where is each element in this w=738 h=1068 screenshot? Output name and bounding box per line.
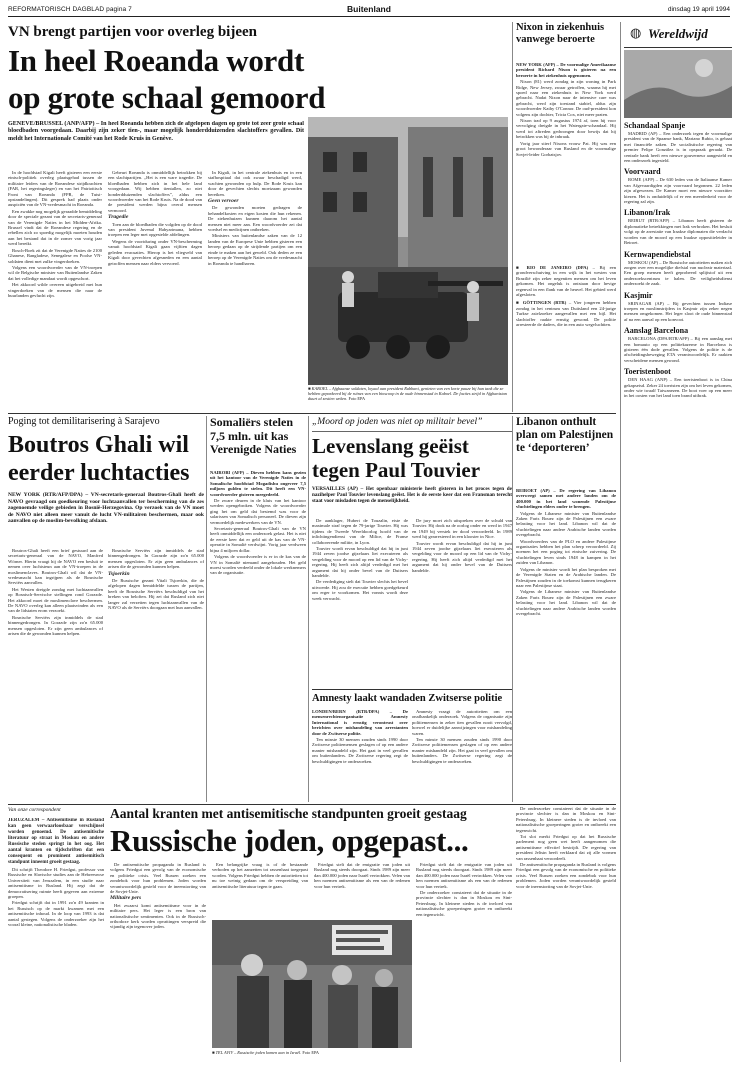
bosnia-kicker: Poging tot demilitarisering à Sarajevo [8, 416, 160, 427]
divider [312, 689, 512, 690]
globe-icon: ◍ [630, 25, 642, 40]
photo-credit: Foto EPA [348, 396, 366, 401]
wereld-item: Libanon/Irak BEIRUT (RTR/AFP) – Libanon heeft gisteren de diplomatieke betrekkingen met Irak verbroken. Het besluit volgt op de arrestatie van Iraakse diplomaten die verdacht worden van de moord op een Iraakse oppositieleider in Beiroet. [624, 208, 732, 246]
amnesty-headline: Amnesty laakt wandaden Zwitserse politie [312, 693, 503, 704]
kabul-photo [308, 117, 508, 385]
bosnia-col2: Bosnische Serviërs zijn inmiddels de stad binnengedrongen. In Gorazde zijn zo'n 65.000 mensen opgesloten. Er zijn geen ambulances of artsen die de gewonden kunnen helpen. Tsjoerkin De Russische gezant Vitali Tsjoerkin, die de afgelopen dagen bemiddelde tussen de partijen, heeft de Bosnische Serviërs beschuldigd van het breken van beloften. Hij zei dat Rusland zich niet langer zal verzetten tegen luchtaanvallen van de NAVO als de Serviërs doorgaan met hun aanvallen. [108, 548, 204, 611]
russia-col1: JERUZALEM – Antisemitisme in Rusland kan geen verwaarloosbaar verschijnsel worden genoemd. De antisemitische literatuur op straat in Moskou en andere Russische steden springt in het oog. Het aantal kranten en tijdschriften dat een consequent en prominent antisemitisch standpunt inneemt groeit gestaag. Dit schrijft Theodore H. Friedgut, professor van Russische en Slavische studies aan de Hebreeuwse Universiteit van Jeruzalem, in een studie naar antisemitisme in Rusland. Hij zegt dat de democratisering ruimte heeft gegeven aan extreme groepen. Friedgut schrijft dat in 1991 zo'n 49 kranten in het Russisch op de markt kwamen met een antisemitische inhoud. In de loop van 1993 is dat aantal gestegen. Volgens de onderzoeker zijn het vooral kleine, nationalistische bladen. [8, 818, 104, 928]
briefs-middle [516, 265, 616, 410]
russia-photo [212, 920, 412, 1048]
bosnia-subhead: Tsjoerkin [108, 570, 130, 577]
section-title: Buitenland [347, 4, 391, 14]
palestine-article: BEIROET (AP) – De regering van Libanon overweegt samen met andere landen om de 400.000 in het land wonende Palestijnse vluchtelingen elders onder te brengen. Volgens de Libanese minister van Buitenlandse Zaken Faris Bouez zijn de Palestijnen een zware belasting voor het land. Libanon wil dat de vluchtelingen naar andere Arabische landen worden overgebracht. Woordvoerders van de PLO en andere Palestijnse organisaties hebben het plan scherp veroordeeld. Zij noemen het een poging tot etnische zuivering. De vluchtelingen leven sinds 1948 in kampen in het zuiden van Libanon. Volgens de minister wordt het plan besproken met de Verenigde Staten en de Arabische landen. De Palestijnen zouden in de toekomst kunnen terugkeren naar een Palestijnse staat. Volgens de Libanese minister van Buitenlandse Zaken Faris Bouez zijn de Palestijnen een zware belasting voor het land. Libanon wil dat de vluchtelingen naar andere Arabische landen worden overgebracht. [516, 488, 616, 616]
nixon-headline: Nixon in ziekenhuis vanwege beroerte [516, 22, 605, 45]
palestine-headline: Libanon onthult plan om Palestijnen te ‘deporteren’ [516, 416, 614, 454]
kabul-photo-image [308, 117, 508, 385]
amnesty-col2: Amnesty vraagt de autoriteiten om een onafhankelijk onderzoek. Volgens de organisatie zijn politiemensen in zeker tien gevallen nooit vervolgd, hoewel er duidelijke aanwijzingen voor mishandeling waren. Ten minste 30 mensen zouden sinds 1990 door Zwitserse politiemensen geslagen of op een andere manier mishandeld zijn. Het gaat in veel gevallen om buitenlanders. De Zwitserse regering zegt de beschuldigingen te onderzoeken. [412, 709, 512, 764]
divider [620, 22, 621, 1062]
bosnia-lede: NEW YORK (RTR/AFP/DPA) – VN-secretaris-generaal Boutros-Ghali heeft de NAVO gevraagd om goedkeuring voor luchtaanvallen ter bescherming van de zes zogenoemde veilige gebieden in Bosnië-Herzegovina. Op verzoek van de VN moet de NAVO niet alleen meer vanuit de lucht VN-militairen beschermen, maar ook aanvallen op de moslim-bevolking afslaan. [8, 492, 204, 525]
somalia-headline: Somaliërs stelen 7,5 mln. uit kas Verenigde Naties [210, 416, 297, 456]
previous-story-link[interactable]: „Moord op joden was niet op militair bevel” [312, 416, 512, 432]
wereld-item: Schandaal Spanje MADRID (AP) – Een onderzoek tegen de voormalige president van de Spaanse bank, Mariano Rubio, is gebaat met financiële zaken. De socialistische regering van premier Felipe González is in opspraak geraakt. De centrale bank heeft een nieuwe gouverneur aangesteld en een onderzoek ingesteld. [624, 121, 732, 164]
wereldwijd-image [624, 50, 732, 118]
russia-subhead: Militaire pers [110, 895, 142, 902]
russia-big-headline: Russische joden, opgepast... [110, 823, 469, 858]
rwanda-col2: Gebeurt Roeanda is onmiddellijk betrokken bij een slachtpartijen. „Het is een ware tragedie. De bloedbaden hebben zich in het hele land voorgedaan. Wij hebben tientallen, zo niet honderdduizenden slachtoffers”, aldus een woordvoerder van het Rode Kruis. Na de dood van de president werden bijna overal mensen vermoord. Tragedie Toen aan de bloedbaden die volgden op de dood van president Juvenal Habyarimana, hebben troepen een leger met opgestelde afdelingen. Wegens de voortduring onder VN-bescherming vanuit hoofdstad Kigali gaan vijftien dagen geleden evacuaties. Hierop is het vliegveld van Kigali door gevechten afgesneden en een aantal getroffen mensen naar elders vervoerd. [108, 170, 202, 266]
page-date: dinsdag 19 april 1994 [667, 6, 730, 13]
russia-caption: ■ TEL AVIV – Russische joden komen aan in Israël. Foto EPA [212, 1050, 320, 1055]
page-header [8, 3, 730, 17]
russia-headline: Aantal kranten met antisemitische standpunten groeit gestaag [110, 806, 467, 821]
wereld-item: Voorvaard ROME (AFP) – De 630 leden van de Italiaanse Kamer van Afgevaardigden zijn voorvaard begonnen. 22 leden zijn afgewezen. De Kamer moet een nieuwe voorzitter kiezen. Het is onduidelijk of er een meerderheid voor de regering zal zijn. [624, 167, 732, 205]
wereldwijd-items [624, 121, 732, 1061]
photo-credit: Foto EPA [302, 1050, 320, 1055]
russia-col2: De antisemitische propaganda in Rusland is volgens Friedgut een gevolg van de economische en politieke crisis. Veel Russen zoeken een zondebok voor hun problemen. Joden worden verantwoordelijk gesteld voor de ineenstorting van de Sovjet-Unie. Militaire pers Het zwaarst komt antisemitisme voor in de militaire pers. Het leger is een bron van nationalistische sentimenten. Ook in de Russisch-orthodoxe kerk worden opvattingen verspreid die vijandig zijn tegenover joden. [110, 862, 206, 930]
somalia-article: NAIROBI (AFP) – Dieven hebben kans gezien uit het kantoor van de Verenigde Naties in de Somalische hoofdstad Mogadishu ongeveer 7,5 miljoen gulden te stelen. Dit heeft een VN-woordvoerder gisteren meegedeeld. De zware deuren in de kluis van het kantoor werden opengebroken. Volgens de woordvoerder ging het om geld dat bestemd was voor de salarissen van Somalisch personeel. De dieven zijn vermoedelijk medewerkers van de VN. Secretaris-generaal Boutros-Ghali van de VN heeft onmiddellijk een onderzoek gelast. Het is niet de eerste keer dat er geld uit de kas van de VN-operatie in Somalië verdwijnt. Vorig jaar verdween bijna 4 miljoen dollar. Volgens de woordvoerder is er in de kas van de VN in Somalië niemand aangehouden. Het geld moest worden verdeeld onder de lokale werknemers van de organisatie. [210, 470, 306, 576]
brief-item: ■ GÖTTINGEN (RTR) – Vier jongeren hebben zondag in het centrum van Duitsland een 24-jarige Turkse asielzoeker aangevallen met een bijl. Het slachtoffer raakte ernstig gewond. De politie arresteerde de daders, die in een auto wegvluchtten. [516, 300, 616, 328]
wereld-item: Kasjmir SRINAGAR (AP) – Bij gevechten tussen Indiase troepen en moslimstrijders in Kasjmir zijn zeker negen mensen omgekomen. Het leger sloot de oude binnenstad af na een aanval op een konvooi. [624, 290, 732, 322]
russia-col4-top: Friedgut stelt dat de emigratie van joden uit Rusland nog steeds doorgaat. Sinds 1989 zijn meer dan 400.000 joden naar Israël vertrokken. Velen van hen noemen antisemitisme als een van de redenen voor hun vertrek. [314, 862, 410, 889]
russia-col3: Een belangrijke vraag is of de bestaande verboden op het aanzetten tot rassenhaat toegepast worden. Volgens Friedgut hebben de autoriteiten tot nu toe weinig gedaan om de verspreiding van antisemitische literatuur tegen te gaan. [212, 862, 308, 889]
divider [8, 413, 616, 414]
touvier-lede: VERSAILLES (AP) – Het openbaar ministerie heeft gisteren in het proces tegen de nazihelper Paul Touvier levenslang geëist. Het is de eerste keer dat een Fransman terecht staat voor misdaden tegen de menselijkheid. [312, 486, 512, 505]
divider [512, 22, 513, 412]
russia-col6: De onderzoeker constateert dat de situatie in de provincie slechter is dan in Moskou en Sint-Petersburg. In kleinere steden is de invloed van nationalistische groeperingen groter en ontbreekt een tegenwicht. Tot slot merkt Friedgut op dat het Russische parlement nog geen wet heeft aangenomen die antisemitisme effectief bestrijdt. De regering van president Jeltsin heeft verklaard dat zij alle vormen van rassenhaat veroordeelt. De antisemitische propaganda in Rusland is volgens Friedgut een gevolg van de economische en politieke crisis. Veel Russen zoeken een zondebok voor hun problemen. Joden worden verantwoordelijk gesteld voor de ineenstorting van de Sovjet-Unie. [516, 806, 616, 889]
wereldwijd-photo [624, 50, 732, 118]
rwanda-headline: In heel Roeanda wordt op grote schaal gemoord [8, 43, 326, 115]
nixon-article: NEW YORK (AFP) – De voormalige Amerikaanse president Richard Nixon is gisteren na een beroerte in het ziekenhuis opgenomen. Nixon (81) werd zondag in zijn woning in Park Ridge, New Jersey, zwaar getroffen, waarna hij met spoed naar een ziekenhuis in New York werd gebracht. Nadat Nixon naar de intensive care was gebracht, werd zijn toestand stabiel, aldus zijn woordvoerder Kathy O'Connor. De oud-president kon volgens zijn dochter, Tricia Cox, niet meer praten. Nixon trad op 9 augustus 1974 af, toen hij voor vervolging dreigde in het Watergate-schandaal. Hij werd tot aftreden gedwongen door bewijs dat hij betrokken was bij de inbraak. Vorig jaar stierf Nixons vrouw Pat. Hij was een groot bewonderaar van Rusland en de voormalige Sovjet-leider Gorbatsjov. [516, 62, 616, 157]
rwanda-lede: GENÈVE/BRUSSEL (ANP/AFP) – In heel Roeanda hebben zich de afgelopen dagen op grote tot zeer grote schaal bloedbaden voorgedaan. Daarbij zijn zeker tien-, maar mogelijk honderdduizenden slachtoffers gevallen. Dit meldt het Internationale Comité van het Rode Kruis in Genève. [8, 121, 304, 142]
rwanda-col3: In Kigali, in het centrale ziekenhuis en in een stafhospitaal dat ook zwaar beschadigd werd, wachten gewonden op hulp. De Rode Kruis kan door de gevechten slechts moeizaam gewonden bereiken. Geen vervoer De gewonden moeten gedragen de behandelkosten en eigen kosten die hun rekenen. De ziekenhuizen kunnen daarom het aantal mensen niet meer aan. Een woordvoerder zei dat voedsel en medicijnen ontbreken. Ministers van buitenlandse zaken van de 12 landen van de Europese Unie hebben gisteren een beroep gedaan op de strijdende partijen om een einde te maken aan het geweld. Ook deden ze een beroep op de Verenigde Naties om de vredesmacht in Roeanda te handhaven. [208, 170, 302, 266]
bosnia-col1: Boutros-Ghali heeft een brief gestuurd aan de secretaris-generaal van de NAVO, Manfred Wörner. Hierin vraagt hij de NAVO een besluit te nemen over luchtsteun aan de VN-troepen in de moslimenclaves. Boutros-Ghali wil dat de VN-vredesmacht kan ingrijpen als de Bosnische Serviërs aanvallen. Het Westen dreigde zondag met luchtaanvallen op Bosnisch-Servische stellingen rond Gorazde. Het akkoord moet de moslimenclave beschermen. De NAVO overleg kan alleen plaatsvinden als een van de lidstaten erom verzoekt. Bosnische Serviërs zijn inmiddels de stad binnengedrongen. In Gorazde zijn zo'n 65.000 mensen opgesloten. Er zijn geen ambulances of artsen die de gewonden kunnen helpen. [8, 548, 103, 637]
russia-kicker: Van onze correspondent [8, 807, 61, 813]
wereld-item: Kernwapendiebstal MOSKOU (AP) – De Russische autoriteiten maken zich zorgen over een mogelijke diefstal van nucleair materiaal. Een groep mensen heeft geprobeerd splijtstof uit een onderzoekscentrum te halen. De veiligheidsdienst onderzoekt de zaak. [624, 249, 732, 287]
brief-item: ■ RIO DE JANEIRO (DPA) – Bij een grondverschuiving in een wijk in het westen van Brazilië zijn zeker negentien mensen om het leven gekomen. Het ongeluk is ontstaan door hevige regenval in een flank van de heuvel. Het gebied werd afgesloten. [516, 265, 616, 298]
rwanda-subhead-vervoer: Geen vervoer [208, 198, 239, 205]
russia-photo-image [212, 920, 412, 1048]
bosnia-headline: Boutros Ghali wil eerder luchtacties [8, 432, 190, 486]
divider [8, 804, 616, 805]
wereld-item: Toeristenboot DEN HAAG (ANP) – Een toeristenboot is in China gekapseisd. Zeker 24 toeristen zijn om het leven gekomen, onder wie twaalf Taiwanezen. De boot voer op een meer in het oosten van het land toen brand uitbrak. [624, 367, 732, 399]
amnesty-col1: LONDEN/BERN (RTR/DPA) – De mensenrechtenorganisatie Amnesty International is ernstig verontrust over berichten over mishandeling van arrestanten door de Zwitserse politie. Ten minste 30 mensen zouden sinds 1990 door Zwitserse politiemensen geslagen of op een andere manier mishandeld zijn. Het gaat in veel gevallen om buitenlanders. De Zwitserse regering zegt de beschuldigingen te onderzoeken. [312, 709, 408, 764]
rwanda-subhead-tragedie: Tragedie [108, 214, 129, 221]
wereld-item: Aanslag Barcelona BARCELONA (DPA/RTR/AFP) – Bij een aanslag met een bomauto op een politiekazerne in Barcelona is gisteren één dode gevallen. Volgens de politie is de afscheidingsbeweging ETA verantwoordelijk. Er raakten verscheidene mensen gewond. [624, 326, 732, 363]
wereldwijd-masthead: ◍ Wereldwijd [624, 22, 732, 48]
divider [308, 416, 309, 802]
rwanda-kicker: VN brengt partijen voor overleg bijeen [8, 24, 257, 40]
touvier-headline: Levenslang geëist tegen Paul Touvier [312, 434, 481, 482]
touvier-col2: De jury moet zich uitspreken over de schuld van Touvier. Hij dook na de oorlog onder en werd in 1947 en 1949 bij verstek ter dood veroordeeld. In 1989 werd hij gearresteerd in een klooster in Nice. Touvier wordt ervan beschuldigd dat hij in juni 1944 zeven joodse gijzelaars liet executeren als vergelding voor de moord op een lid van de Vichy-regering. Hij heeft zich altijd verdedigd met het argument dat hij onder bevel van de Duitsers handelde. [412, 518, 512, 573]
rwanda-col1: In de hoofdstad Kigali heeft gisteren een eerste etnisch-politiek overleg plaatsgehad tussen de militaire leiders van de Roeandese strijdkrachten (FAR, het regeringsleger) en van het Patriottisch Front van Roeanda (FPR, de Tutsi-opstandelingen). Dit gesprek had plaats onder auspiciën van de VN-vredesmacht in Roeanda. Een zwakke nog mogelijk geraadde bemiddeling door de speciale gezant van de secretaris-generaal van de Verenigde Naties in het Midden-Afrika. Brussel vindt dat de Roeandese regering en de rebellen zich zo spoedig mogelijk moeten houden aan het bestand dat in de zomer van vorig jaar werd bereikt. Bosch-Boek zit dat de Verenigde Naties de 2100 Ghanese, Bangladese, Senegalese en Poolse VN-soldaten dient met zulke vingerdoeken. Volgens een woordvoerder van de VN-troepen wil de Belgische minister van Buitenlandse Zaken dat het volledige mandaat wordt opgeschort. Het akkoord wilde overeen uitgebreid met hun vingerdoeken van de mensen die naar de buurlanden gevlucht zijn. [8, 170, 102, 298]
russia-col5: Friedgut stelt dat de emigratie van joden uit Rusland nog steeds doorgaat. Sinds 1989 zijn meer dan 400.000 joden naar Israël vertrokken. Velen van hen noemen antisemitisme als een van de redenen voor hun vertrek. De onderzoeker constateert dat de situatie in de provincie slechter is dan in Moskou en Sint-Petersburg. In kleinere steden is de invloed van nationalistische groeperingen groter en ontbreekt een tegenwicht. [416, 862, 512, 917]
touvier-col1: De aanklager, Hubert de Touzalin, eiste de maximale straf tegen de 79-jarige Touvier. Hij was tijdens de Tweede Wereldoorlog hoofd van de inlichtingendienst van de Milice, de Franse collaborerende militie, in Lyon. Touvier wordt ervan beschuldigd dat hij in juni 1944 zeven joodse gijzelaars liet executeren als vergelding voor de moord op een lid van de Vichy-regering. Hij heeft zich altijd verdedigd met het argument dat hij onder bevel van de Duitsers handelde. De verdediging stelt dat Touvier slechts het bevel uitvoerde. Hij zou de executie hebben goedgekeurd om erger te voorkomen. Het vonnis wordt deze week verwacht. [312, 518, 408, 601]
kabul-caption: ■ KABOEL – Afghaanse soldaten, loyaal aan president Rabbani, genieten van een korte pauze bij hun tank die ze hebben geparkeerd bij de ruïnes van een bioscoop in de oude binnenstad in Kaboel. De facties strijd in Afghanistan duurt al zestien weken. Foto EPA [308, 386, 507, 401]
paper-name: REFORMATORISCH DAGBLAD pagina 7 [8, 6, 132, 13]
divider [206, 416, 207, 802]
divider [512, 416, 513, 802]
